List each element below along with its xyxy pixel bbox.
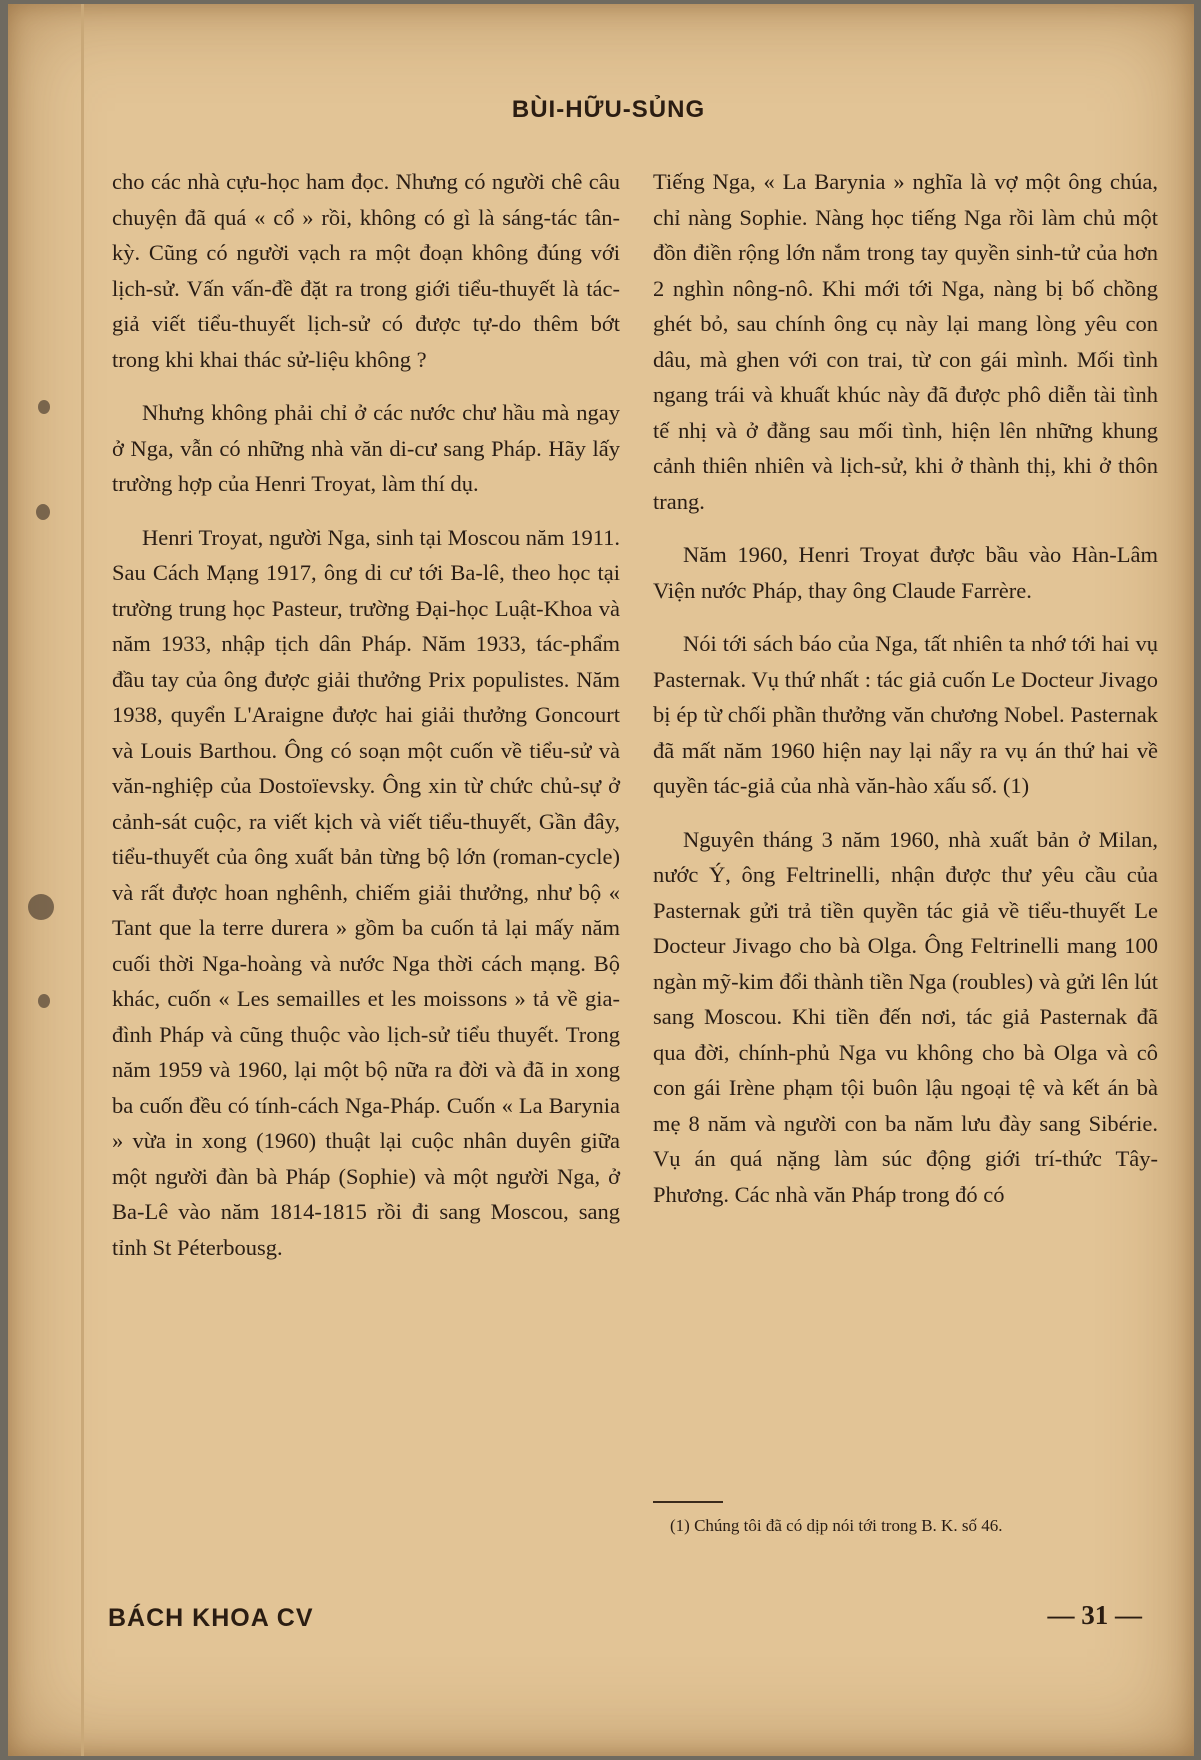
binding-hole-1	[38, 400, 50, 414]
paragraph: Tiếng Nga, « La Barynia » nghĩa là vợ một ông chúa, chỉ nàng Sophie. Nàng học tiếng Nga rồi làm chủ một đồn điền rộng lớn nắm trong tay quyền sinh-tử của hơn 2 nghìn nông-nô. Khi mới tới Nga, nàng bị bố chồng ghét bỏ, sau chính ông cụ này lại mang lòng yêu con dâu, mà ghen với con trai, từ con gái mình. Mối tình ngang trái và khuất khúc này đã được phô diễn tài tình tế nhị và ở đằng sau mối tình, hiện lên những khung cảnh thiên nhiên và lịch-sử, khi ở thành thị, khi ở thôn trang.	[653, 169, 1158, 514]
left-column	[112, 164, 620, 1283]
binding-hole-3	[28, 894, 54, 920]
page-number: — 31 —	[1047, 1600, 1142, 1630]
paragraph: Nhưng không phải chỉ ở các nước chư hầu mà ngay ở Nga, vẫn có những nhà văn di-cư sang Pháp. Hãy lấy trường hợp của Henri Troyat, làm thí dụ.	[112, 400, 620, 496]
magazine-name: BÁCH KHOA CV	[108, 1604, 314, 1632]
paragraph: cho các nhà cựu-học ham đọc. Nhưng có người chê câu chuyện đã quá « cổ » rồi, không có gì là sáng-tác tân-kỳ. Cũng có người vạch ra một đoạn không đúng với lịch-sử. Vấn vấn-đề đặt ra trong giới tiểu-thuyết là tác-giả viết tiểu-thuyết lịch-sử có được tự-do thêm bớt trong khi khai thác sử-liệu không ?	[112, 169, 620, 372]
margin-rule	[81, 4, 84, 1756]
binding-hole-2	[36, 504, 50, 520]
binding-hole-4	[38, 994, 50, 1008]
page-header: BÙI-HỮU-SỦNG	[511, 96, 706, 123]
footnote: (1) Chúng tôi đã có dịp nói tới trong B. K. số 46.	[670, 1516, 1003, 1535]
paragraph: Năm 1960, Henri Troyat được bầu vào Hàn-Lâm Viện nước Pháp, thay ông Claude Farrère.	[653, 542, 1158, 603]
paragraph: Nguyên tháng 3 năm 1960, nhà xuất bản ở Milan, nước Ý, ông Feltrinelli, nhận được thư yêu cầu của Pasternak gửi trả tiền quyền tác giả về tiểu-thuyết Le Docteur Jivago cho bà Olga. Ông Feltrinelli mang 100 ngàn mỹ-kim đổi thành tiền Nga (roubles) và gửi lên lút sang Moscou. Khi tiền đến nơi, tác giả Pasternak đã qua đời, chính-phủ Nga vu không cho bà Olga và cô con gái Irène phạm tội buôn lậu ngoại tệ và kết án bà mẹ 8 năm và người con ba năm lưu đày sang Sibérie. Vụ án quá nặng làm súc động giới trí-thức Tây-Phương. Các nhà văn Pháp trong đó có	[653, 826, 1158, 1207]
right-column	[653, 164, 1158, 1230]
paragraph: Henri Troyat, người Nga, sinh tại Moscou năm 1911. Sau Cách Mạng 1917, ông di cư tới Ba-lê, theo học tại trường trung học Pasteur, trường Đại-học Luật-Khoa và năm 1933, nhập tịch dân Pháp. Năm 1933, tác-phẩm đầu tay của ông được giải thưởng Prix populistes. Năm 1938, quyển L'Araigne được hai giải thưởng Goncourt và Louis Barthou. Ông có soạn một cuốn về tiểu-sử và văn-nghiệp của Dostoïevsky. Ông xin từ chức chủ-sự ở cảnh-sát cuộc, ra viết kịch và viết tiểu-thuyết, Gần đây, tiểu-thuyết của ông xuất bản từng bộ lớn (roman-cycle) và rất được hoan nghênh, chiếm giải thưởng, như bộ « Tant que la terre durera » gồm ba cuốn tả lại mấy năm cuối thời Nga-hoàng và nước Nga thời cách mạng. Bộ khác, cuốn « Les semailles et les moissons » tả về gia-đình Pháp và cũng thuộc vào lịch-sử tiểu thuyết. Trong năm 1959 và 1960, lại một bộ nữa ra đời và đã in xong ba cuốn đều có tính-cách Nga-Pháp. Cuốn « La Barynia » vừa in xong (1960) thuật lại cuộc nhân duyên giữa một người đàn bà Pháp (Sophie) và một người Nga, ở Ba-Lê vào năm 1814-1815 rồi đi sang Moscou, sang tỉnh St Péterbousg.	[112, 524, 620, 1260]
paragraph: Nói tới sách báo của Nga, tất nhiên ta nhớ tới hai vụ Pasternak. Vụ thứ nhất : tác giả cuốn Le Docteur Jivago bị ép từ chối phần thưởng văn chương Nobel. Pasternak đã mất năm 1960 hiện nay lại nẩy ra vụ án thứ hai về quyền tác-giả của nhà văn-hào xấu số. (1)	[653, 631, 1158, 798]
footnote-divider	[653, 1501, 723, 1503]
page	[8, 4, 1194, 1756]
